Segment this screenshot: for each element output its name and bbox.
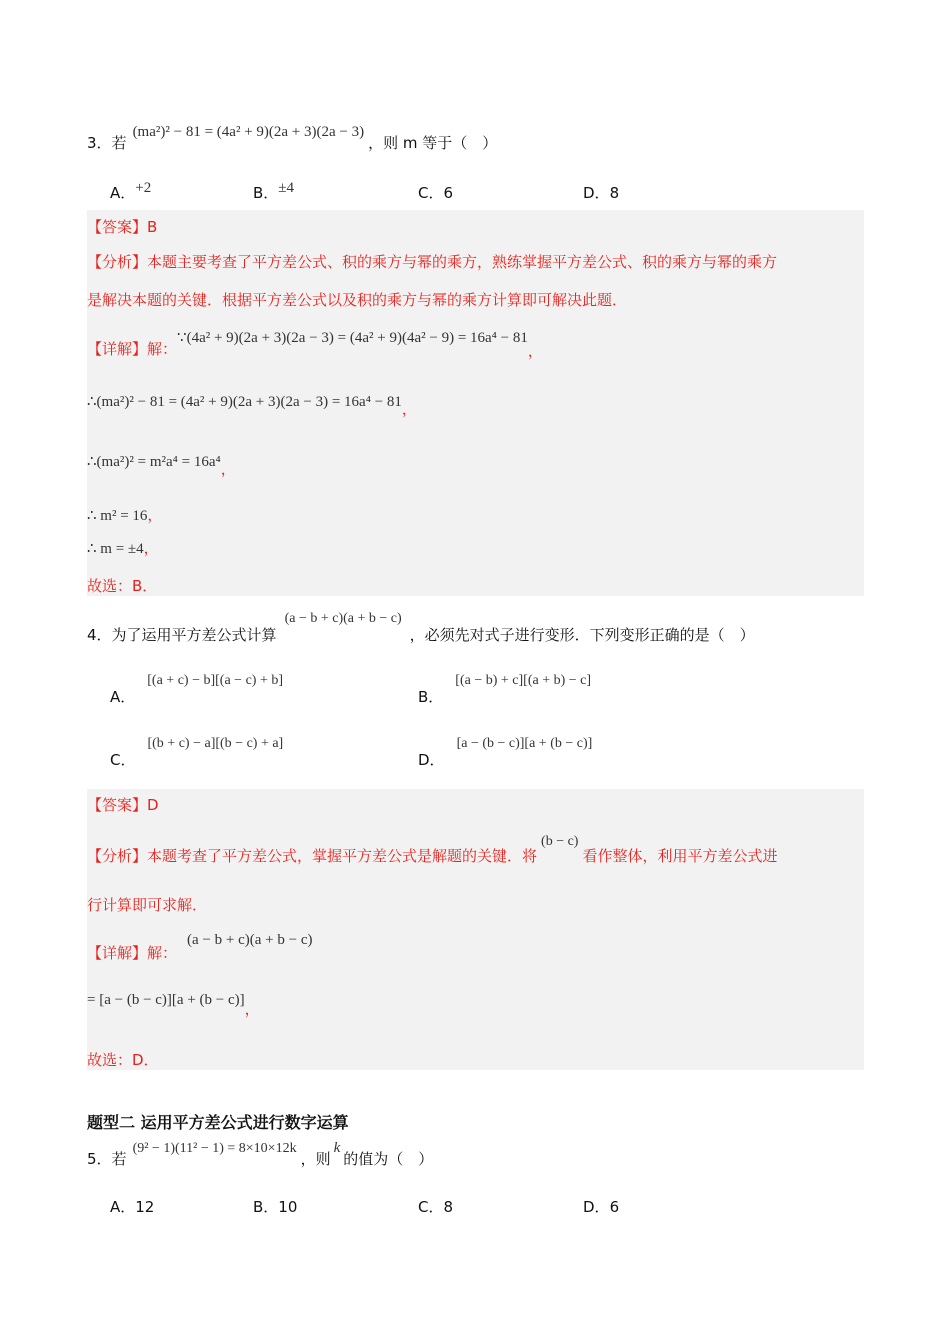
q4-option-d[interactable]: D．[a − (b − c)][a + (b − c)] <box>418 736 593 769</box>
q4-analysis-line1: 【分析】本题考查了平方差公式，掌握平方差公式是解题的关键．将(b − c)看作整体，利用平方差公式进 <box>87 834 778 865</box>
q3-analysis-line1: 【分析】本题主要考查了平方差公式、积的乘方与幂的乘方，熟练掌握平方差公式、积的乘方与幂的乘方 <box>87 253 778 271</box>
q3-stem <box>87 126 497 154</box>
q5-option-a[interactable]: A．12 <box>110 1198 155 1216</box>
q4-detail-line1: 【详解】解：(a − b + c)(a + b − c) <box>87 932 313 962</box>
q3-detail-step4: ∴ m² = 16， <box>87 506 163 524</box>
q4-analysis-line2: 行计算即可求解． <box>87 896 208 914</box>
section-title: 题型二 运用平方差公式进行数字运算 <box>87 1113 349 1132</box>
q4-option-c[interactable]: C．[(b + c) − a][(b − c) + a] <box>110 736 284 769</box>
q3-option-d[interactable]: D．8 <box>583 184 620 202</box>
q4-detail-step1: = [a − (b − c)][a + (b − c)]， <box>87 992 260 1018</box>
q5-stem: 5．若(9² − 1)(11² − 1) = 8×10×12k，则k的值为（ ） <box>87 1140 434 1168</box>
q4-final-choice: 故选：D． <box>87 1051 159 1069</box>
q3-option-c[interactable]: C．6 <box>418 184 454 202</box>
q3-detail-step5: ∴ m = ±4， <box>87 539 159 557</box>
q5-option-b[interactable]: B．10 <box>253 1198 298 1216</box>
q5-option-c[interactable]: C．8 <box>418 1198 454 1216</box>
q5-option-d[interactable]: D．6 <box>583 1198 620 1216</box>
q3-expression: (ma²)² − 81 = (4a² + 9)(2a + 3)(2a − 3) <box>132 124 365 140</box>
q3-detail-step3: ∴(ma²)² = m²a⁴ = 16a⁴， <box>87 454 236 478</box>
q3-detail-step2: ∴(ma²)² − 81 = (4a² + 9)(2a + 3)(2a − 3) = 16a⁴ − 81， <box>87 394 417 418</box>
q3-answer: 【答案】B <box>87 218 158 236</box>
q4-stem: 4．为了运用平方差公式计算(a − b + c)(a + b − c)，必须先对式子进行变形．下列变形正确的是（ ） <box>87 611 755 644</box>
q4-expression: (a − b + c)(a + b − c) <box>284 611 402 626</box>
q3-analysis-line2: 是解决本题的关键．根据平方差公式以及积的乘方与幂的乘方计算即可解决此题． <box>87 291 628 309</box>
q3-option-a[interactable]: A．+2 <box>110 180 152 202</box>
q3-tail: ，则 m 等于（ ） <box>368 134 498 152</box>
q4-answer: 【答案】D <box>87 796 159 814</box>
q4-option-b[interactable]: B．[(a − b) + c][(a + b) − c] <box>418 673 592 706</box>
q3-option-b[interactable]: B．±4 <box>253 180 295 202</box>
q3-lead: 若 <box>111 134 127 152</box>
q3-detail-step1: 【详解】解：∵(4a² + 9)(2a + 3)(2a − 3) = (4a² + 9)(4a² − 9) = 16a⁴ − 81， <box>87 330 543 360</box>
q4-option-a[interactable]: A．[(a + c) − b][(a − c) + b] <box>110 673 283 706</box>
q3-number: 3． <box>87 134 112 152</box>
q5-expression: (9² − 1)(11² − 1) = 8×10×12k <box>132 1141 297 1156</box>
q3-final-choice: 故选：B． <box>87 577 158 595</box>
